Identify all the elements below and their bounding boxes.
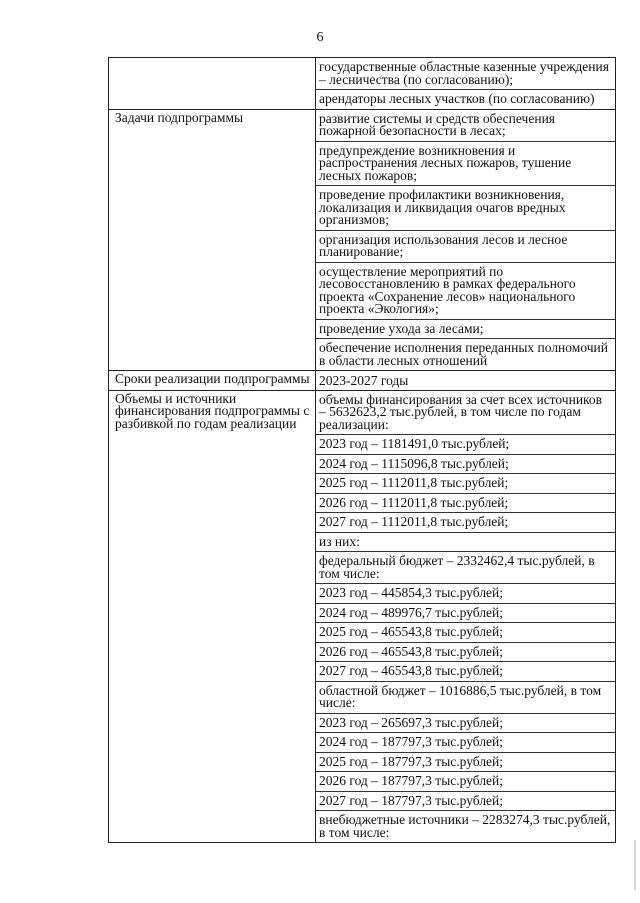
list-item: 2023 год – 265697,3 тыс.рублей; [316, 714, 615, 734]
list-item: государственные областные казенные учреждения – лесничества (по согласованию); [316, 58, 615, 90]
list-item: объемы финансирования за счет всех источников – 5632623,2 тыс.рублей, в том числе по годам реализации: [316, 391, 615, 436]
list-item: федеральный бюджет – 2332462,4 тыс.рублей, в том числе: [316, 552, 615, 584]
list-item: обеспечение исполнения переданных полномочий в области лесных отношений [319, 340, 608, 368]
list-item: 2027 год – 187797,3 тыс.рублей; [316, 792, 615, 812]
list-item: проведение ухода за лесами; [316, 320, 615, 340]
scan-edge-mark [634, 840, 636, 890]
row-values [316, 109, 616, 371]
list-item: проведение профилактики возникновения, локализация и ликвидация очагов вредных организмов; [316, 186, 615, 231]
list-item: 2025 год – 465543,8 тыс.рублей; [316, 623, 615, 643]
list-item: 2023 год – 1181491,0 тыс.рублей; [316, 435, 615, 455]
list-item: организация использования лесов и лесное планирование; [316, 231, 615, 263]
page-number: 6 [316, 30, 324, 45]
list-item: из них: [316, 533, 615, 553]
row-values [316, 58, 616, 110]
list-item: 2026 год – 465543,8 тыс.рублей; [316, 643, 615, 663]
list-item: 2024 год – 1115096,8 тыс.рублей; [316, 455, 615, 475]
row-label: Задачи подпрограммы [109, 109, 316, 371]
row-label: Сроки реализации подпрограммы [109, 371, 316, 391]
table-row-participants [109, 58, 616, 110]
row-label [109, 58, 316, 110]
list-item: 2025 год – 1112011,8 тыс.рублей; [316, 474, 615, 494]
list-item: арендаторы лесных участков (по согласованию) [319, 91, 595, 106]
list-item: предупреждение возникновения и распространения лесных пожаров, тушение лесных пожаров; [316, 142, 615, 187]
list-item: развитие системы и средств обеспечения пожарной безопасности в лесах; [316, 110, 615, 142]
list-item: 2026 год – 187797,3 тыс.рублей; [316, 772, 615, 792]
table-row-tasks [109, 109, 616, 371]
list-item: 2024 год – 187797,3 тыс.рублей; [316, 733, 615, 753]
list-item: 2025 год – 187797,3 тыс.рублей; [316, 753, 615, 773]
list-item: 2023 год – 445854,3 тыс.рублей; [316, 584, 615, 604]
list-item: 2027 год – 465543,8 тыс.рублей; [316, 662, 615, 682]
table-row-financing [109, 390, 616, 843]
list-item: областной бюджет – 1016886,5 тыс.рублей, в том числе: [316, 682, 615, 714]
list-item: 2024 год – 489976,7 тыс.рублей; [316, 604, 615, 624]
row-values [316, 390, 616, 843]
list-item: 2026 год – 1112011,8 тыс.рублей; [316, 494, 615, 514]
list-item: осуществление мероприятий по лесовосстановлению в рамках федерального проекта «Сохранение лесов» национального проекта «Экология»; [316, 263, 615, 320]
table-row-timeline [109, 371, 616, 391]
list-item: 2023-2027 годы [319, 373, 409, 388]
row-label: Объемы и источники финансирования подпрограммы с разбивкой по годам реализации [109, 390, 316, 843]
row-values [316, 371, 616, 391]
subprogram-passport-table [108, 57, 616, 843]
list-item: внебюджетные источники – 2283274,3 тыс.рублей, в том числе: [319, 812, 611, 840]
list-item: 2027 год – 1112011,8 тыс.рублей; [316, 513, 615, 533]
